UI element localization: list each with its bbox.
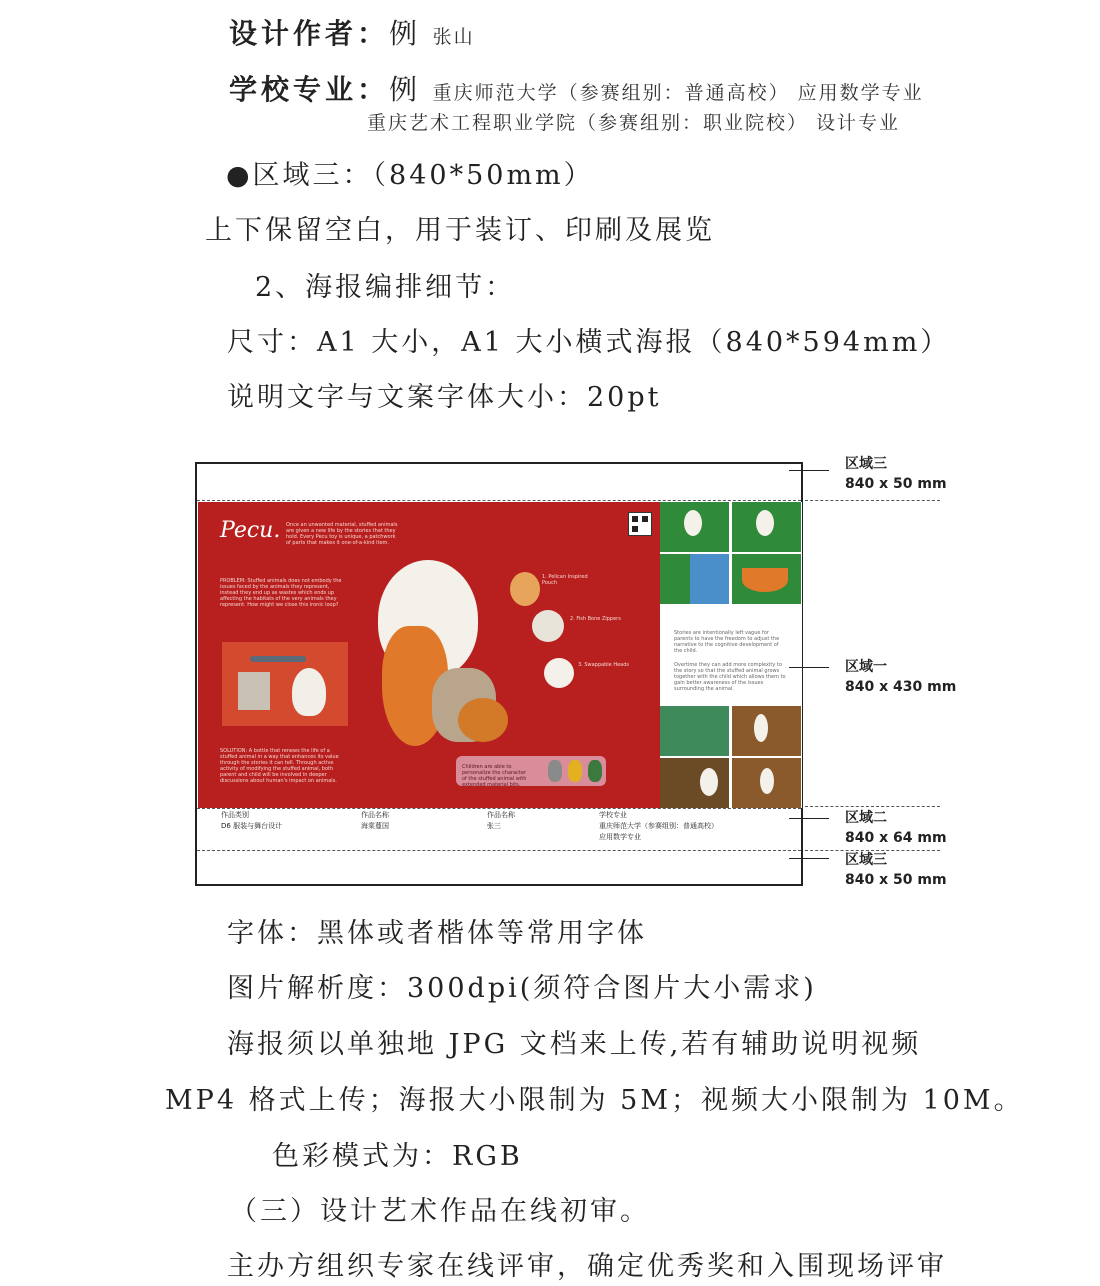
callout-2: 2. Fish Bone Zippers <box>570 616 621 622</box>
callout-circle-3 <box>544 658 574 688</box>
callout-circle-2 <box>532 610 564 642</box>
callout-1: 1. Pelican Inspired Pouch <box>542 574 588 586</box>
margin-note: 上下保留空白，用于装订、印刷及展览 <box>205 215 715 246</box>
pelican-foot <box>458 698 508 742</box>
author-label: 设计作者： <box>229 17 390 50</box>
zone-divider <box>197 500 801 501</box>
bubble-text: Children are able to personalize the character of the stuffed animal with extended material bits. <box>462 764 527 788</box>
author-value: 张山 <box>432 26 475 48</box>
poster-main-area <box>198 502 660 808</box>
section-2-heading: 2、海报编排细节： <box>255 272 516 303</box>
zone-leader-line <box>789 667 829 668</box>
font-line: 字体：黑体或者楷体等常用字体 <box>227 918 647 949</box>
footer-author: 作品名称 张三 <box>487 811 515 830</box>
school-line <box>229 68 924 108</box>
review-line: 主办方组织专家在线评审，确定优秀奖和入围现场评审 <box>227 1251 947 1282</box>
zone-leader-line <box>789 858 829 859</box>
zone-label-bottom: 区域三 840 x 50 mm <box>845 852 947 888</box>
footer-category: 作品类别 D6 服装与舞台设计 <box>221 811 283 830</box>
poster-side-panel <box>660 502 802 808</box>
resolution-line: 图片解析度：300dpi(须符合图片大小需求) <box>227 973 817 1004</box>
footer-title: 作品名称 海棠蔓国 <box>361 811 389 830</box>
product-photo <box>222 642 348 726</box>
zone3-line: ●区域三：（840*50mm） <box>226 160 594 191</box>
color-mode-line: 色彩模式为：RGB <box>272 1141 523 1172</box>
tile-3 <box>660 554 729 604</box>
side-text-1: Stories are intentionally left vague for parents to have the freedom to adjust the narrative to the cognitive development of the child. <box>674 630 780 654</box>
poster-layout-diagram <box>195 462 803 886</box>
tile-2 <box>732 502 801 552</box>
font-size-line: 说明文字与文案字体大小：20pt <box>227 382 662 413</box>
poster-intro: Once an unwanted material, stuffed animals are given a new life by the stories that they hold. Every Pecu toy is unique, a patchwork of parts that makes it one-of-a-kind item. <box>286 522 398 546</box>
author-example: 例 <box>389 17 422 50</box>
section-3-heading: （三）设计艺术作品在线初审。 <box>230 1196 650 1227</box>
author-line <box>229 12 475 52</box>
footer-school: 学校专业 重庆师范大学（参赛组别：普通高校） 应用数学专业 <box>599 811 718 841</box>
tile-8 <box>732 758 801 808</box>
zone-divider <box>197 850 801 851</box>
callout-circle-1 <box>510 572 540 606</box>
tile-6 <box>732 706 801 756</box>
qr-code <box>628 512 652 536</box>
tile-1 <box>660 502 729 552</box>
side-text-2: Overtime they can add more complexity to the story so that the stuffed animal grows together with the child which allows them to gain better awareness of the issues surrounding the animal. <box>674 662 786 692</box>
zone-label-top: 区域三 840 x 50 mm <box>845 456 947 492</box>
upload-line-2: MP4 格式上传；海报大小限制为 5M；视频大小限制为 10M。 <box>165 1085 1024 1116</box>
zone-leader-line <box>789 470 829 471</box>
zone-divider <box>197 808 801 809</box>
size-line: 尺寸：A1 大小，A1 大小横式海报（840*594mm） <box>227 327 951 358</box>
school-value-1: 重庆师范大学（参赛组别：普通高校） 应用数学专业 <box>432 82 924 104</box>
school-value-2: 重庆艺术工程职业学院（参赛组别：职业院校） 设计专业 <box>367 112 901 134</box>
callout-3: 3. Swappable Heads <box>578 662 630 668</box>
poster-problem: PROBLEM: Stuffed animals does not embody the issues faced by the animals they represent, instead they end up as wastes which ends up affecting the habitats of the very animals they represent. How might we close this ironic loop? <box>220 578 342 608</box>
tile-5 <box>660 706 729 756</box>
tile-7 <box>660 758 729 808</box>
upload-line-1: 海报须以单独地 JPG 文档来上传,若有辅助说明视频 <box>227 1029 922 1060</box>
school-label: 学校专业： <box>229 73 390 106</box>
school-example: 例 <box>389 73 422 106</box>
poster-solution: SOLUTION: A bottle that renews the life of a stuffed animal in a way that enhances its value through the stories it can tell. Through active activity of modifying the stuffed animal, both parent and child will be involved in deeper discussions about human's impact on animals. <box>220 748 339 784</box>
zone-leader-line <box>789 818 829 819</box>
tile-4 <box>732 554 801 604</box>
poster-logo: Pecu. <box>220 518 281 543</box>
zone-label-main: 区域一 840 x 430 mm <box>845 659 957 695</box>
zone-label-footer: 区域二 840 x 64 mm <box>845 810 947 846</box>
